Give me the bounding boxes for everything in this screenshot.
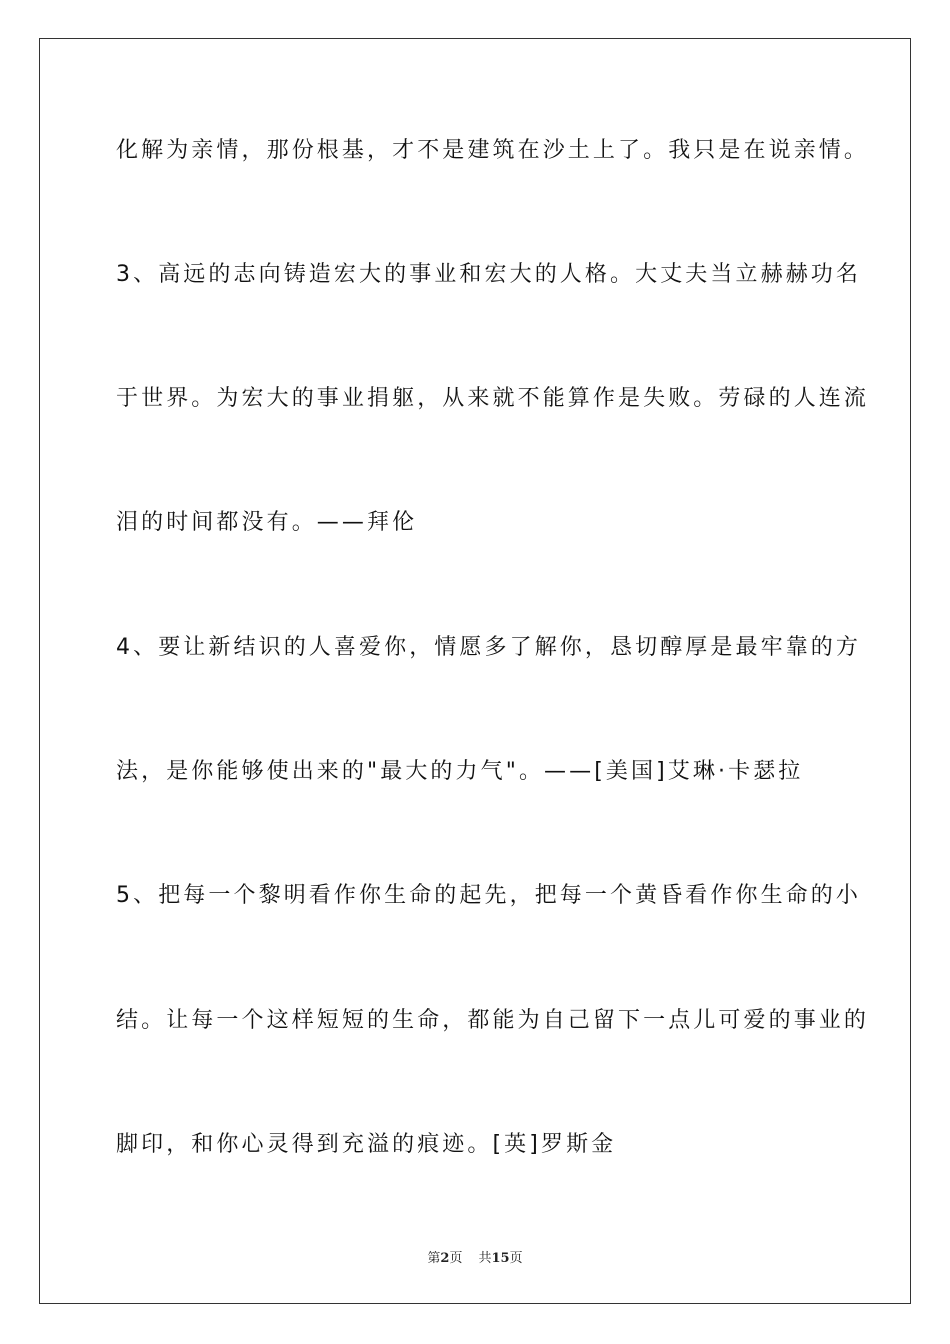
text-line: 结。让每一个这样短短的生命，都能为自己留下一点儿可爱的事业的: [116, 1008, 870, 1033]
page-suffix: 页: [449, 1251, 463, 1266]
text-line: 化解为亲情，那份根基，才不是建筑在沙土上了。我只是在说亲情。: [116, 138, 870, 163]
text-line: 泪的时间都没有。——拜伦: [116, 510, 418, 535]
text-line: 5、把每一个黎明看作你生命的起先，把每一个黄昏看作你生命的小: [116, 883, 861, 908]
total-suffix: 页: [509, 1251, 523, 1266]
page-prefix: 第: [427, 1251, 441, 1266]
page-border: [39, 38, 911, 1304]
text-line: 脚印，和你心灵得到充溢的痕迹。[英]罗斯金: [116, 1132, 617, 1157]
text-line: 3、高远的志向铸造宏大的事业和宏大的人格。大丈夫当立赫赫功名: [116, 262, 861, 287]
text-line: 法，是你能够使出来的"最大的力气"。——[美国]艾琳·卡瑟拉: [116, 759, 804, 784]
total-prefix: 共: [478, 1251, 492, 1266]
text-line: 于世界。为宏大的事业捐躯，从来就不能算作是失败。劳碌的人连流: [116, 386, 870, 411]
text-line: 4、要让新结识的人喜爱你，情愿多了解你，恳切醇厚是最牢靠的方: [116, 635, 861, 660]
page-footer: [0, 1247, 950, 1266]
total-pages: 15: [491, 1251, 510, 1266]
page-number: 2: [440, 1251, 450, 1266]
